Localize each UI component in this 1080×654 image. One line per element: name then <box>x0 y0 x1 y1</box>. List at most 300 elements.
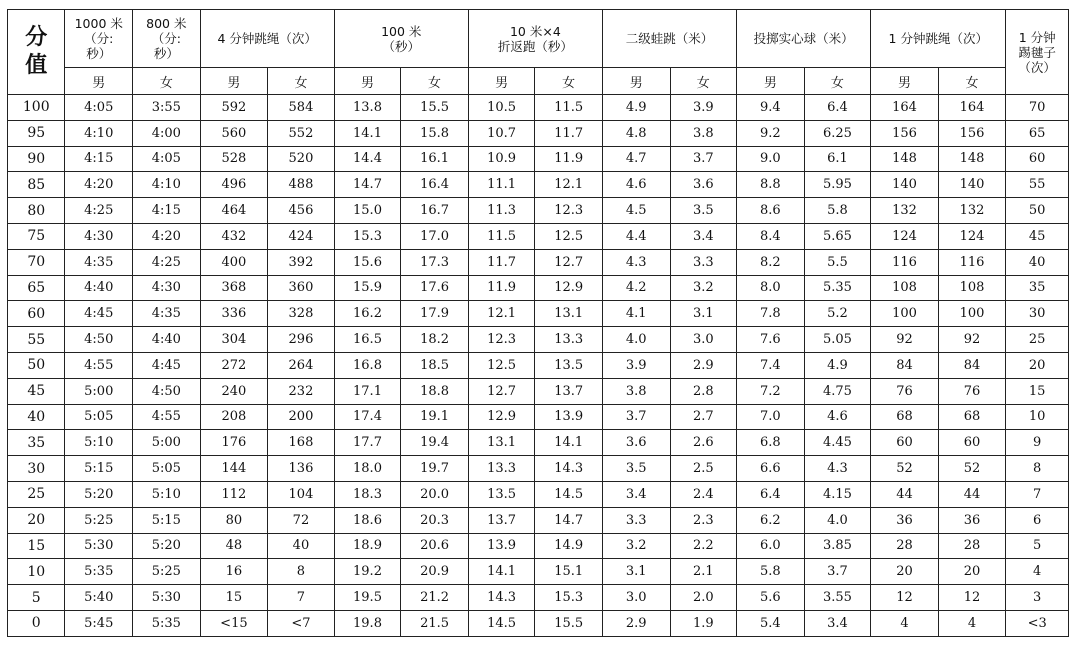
table-cell: 28 <box>938 533 1006 559</box>
table-cell: 488 <box>268 172 335 198</box>
gender-male: 男 <box>65 68 133 95</box>
table-cell: 36 <box>938 507 1006 533</box>
table-cell: 9.0 <box>737 146 805 172</box>
table-row <box>8 146 1069 172</box>
table-cell: 528 <box>200 146 268 172</box>
table-cell: 40 <box>268 533 335 559</box>
table-cell: 3.1 <box>670 301 737 327</box>
table-cell: 6.8 <box>737 430 805 456</box>
table-cell: 18.2 <box>401 327 469 353</box>
table-cell: 60 <box>871 430 939 456</box>
header-shuttle-run: 10 米×4 折返跑（秒） <box>468 10 602 68</box>
table-cell: 10.9 <box>468 146 535 172</box>
table-cell: 4:05 <box>65 95 133 121</box>
table-cell: 5.8 <box>737 559 805 585</box>
table-cell: 4:45 <box>65 301 133 327</box>
table-cell: 6.6 <box>737 456 805 482</box>
table-cell: 4.9 <box>804 352 871 378</box>
table-cell: 16.1 <box>401 146 469 172</box>
table-cell: 7 <box>1006 481 1069 507</box>
table-cell: 4.45 <box>804 430 871 456</box>
table-cell: 76 <box>871 378 939 404</box>
table-cell: 3.5 <box>602 456 670 482</box>
table-cell: 4.5 <box>602 198 670 224</box>
table-cell: 3.85 <box>804 533 871 559</box>
table-cell: 6.1 <box>804 146 871 172</box>
table-cell: 11.9 <box>468 275 535 301</box>
header-shuttlecock-kick: 1 分钟 踢毽子 （次） <box>1006 10 1069 95</box>
table-cell: 92 <box>871 327 939 353</box>
table-cell: 17.1 <box>334 378 401 404</box>
gender-male: 男 <box>737 68 805 95</box>
header-jump-rope-4min: 4 分钟跳绳（次） <box>200 10 334 68</box>
gender-male: 男 <box>334 68 401 95</box>
table-cell: 12.1 <box>535 172 603 198</box>
table-cell: 12.3 <box>468 327 535 353</box>
table-cell: 50 <box>1006 198 1069 224</box>
table-cell: 6.4 <box>737 481 805 507</box>
table-cell: 4:15 <box>65 146 133 172</box>
table-cell: 272 <box>200 352 268 378</box>
table-cell: 5:40 <box>65 585 133 611</box>
table-cell: 5:25 <box>65 507 133 533</box>
table-cell: 4:35 <box>65 249 133 275</box>
table-cell: 18.9 <box>334 533 401 559</box>
table-cell: 17.0 <box>401 223 469 249</box>
table-cell: 5 <box>1006 533 1069 559</box>
table-cell: 5.5 <box>804 249 871 275</box>
table-cell: 4.2 <box>602 275 670 301</box>
table-cell: 3.8 <box>602 378 670 404</box>
table-cell: 4:00 <box>133 120 201 146</box>
table-cell: 3.4 <box>670 223 737 249</box>
table-cell: 16.2 <box>334 301 401 327</box>
header-row-gender <box>8 68 1069 95</box>
table-cell: 65 <box>1006 120 1069 146</box>
table-cell: 4:50 <box>133 378 201 404</box>
table-cell: 14.7 <box>334 172 401 198</box>
table-cell: 392 <box>268 249 335 275</box>
gender-female: 女 <box>133 68 201 95</box>
table-cell: 5.8 <box>804 198 871 224</box>
table-cell: 208 <box>200 404 268 430</box>
table-cell: 7.2 <box>737 378 805 404</box>
table-cell: 13.9 <box>535 404 603 430</box>
table-cell: 11.9 <box>535 146 603 172</box>
table-cell: 2.7 <box>670 404 737 430</box>
table-cell: 148 <box>938 146 1006 172</box>
table-cell: 7.6 <box>737 327 805 353</box>
score-cell: 20 <box>8 507 65 533</box>
table-cell: 12.9 <box>535 275 603 301</box>
table-cell: 4.1 <box>602 301 670 327</box>
table-cell: 12.3 <box>535 198 603 224</box>
table-cell: 13.3 <box>535 327 603 353</box>
table-cell: 4:30 <box>65 223 133 249</box>
table-cell: 17.6 <box>401 275 469 301</box>
score-cell: 25 <box>8 481 65 507</box>
table-cell: 240 <box>200 378 268 404</box>
table-cell: 3.7 <box>602 404 670 430</box>
table-cell: 18.8 <box>401 378 469 404</box>
table-cell: 2.9 <box>602 610 670 636</box>
header-frog-jump: 二级蛙跳（米） <box>602 10 736 68</box>
table-cell: 13.8 <box>334 95 401 121</box>
table-row <box>8 430 1069 456</box>
table-cell: 124 <box>871 223 939 249</box>
table-cell: 3.9 <box>670 95 737 121</box>
table-cell: 52 <box>938 456 1006 482</box>
table-cell: 4:05 <box>133 146 201 172</box>
table-cell: 19.7 <box>401 456 469 482</box>
table-cell: 19.5 <box>334 585 401 611</box>
table-cell: 15.3 <box>535 585 603 611</box>
table-cell: 5:00 <box>65 378 133 404</box>
table-cell: 5:30 <box>133 585 201 611</box>
table-cell: 3.3 <box>670 249 737 275</box>
table-cell: 6.4 <box>804 95 871 121</box>
table-cell: 15.1 <box>535 559 603 585</box>
table-cell: 13.3 <box>468 456 535 482</box>
table-cell: 13.7 <box>468 507 535 533</box>
table-cell: 328 <box>268 301 335 327</box>
table-cell: 3.7 <box>670 146 737 172</box>
table-cell: 12 <box>871 585 939 611</box>
header-run-1000m: 1000 米 （分: 秒） <box>65 10 133 68</box>
table-cell: 10.7 <box>468 120 535 146</box>
table-cell: 18.3 <box>334 481 401 507</box>
table-row <box>8 378 1069 404</box>
table-cell: 5.6 <box>737 585 805 611</box>
table-cell: 14.5 <box>535 481 603 507</box>
table-cell: 5:15 <box>65 456 133 482</box>
table-cell: 9 <box>1006 430 1069 456</box>
table-cell: 6.2 <box>737 507 805 533</box>
score-table <box>7 9 1069 637</box>
table-cell: 17.7 <box>334 430 401 456</box>
table-cell: 44 <box>938 481 1006 507</box>
table-cell: 2.5 <box>670 456 737 482</box>
gender-female: 女 <box>535 68 603 95</box>
table-cell: 14.5 <box>468 610 535 636</box>
table-row <box>8 559 1069 585</box>
table-cell: 176 <box>200 430 268 456</box>
table-cell: 60 <box>938 430 1006 456</box>
table-cell: 1.9 <box>670 610 737 636</box>
table-cell: 304 <box>200 327 268 353</box>
table-cell: 5:20 <box>133 533 201 559</box>
table-cell: 44 <box>871 481 939 507</box>
table-cell: 48 <box>200 533 268 559</box>
gender-male: 男 <box>602 68 670 95</box>
table-cell: 5:20 <box>65 481 133 507</box>
table-cell: 16.7 <box>401 198 469 224</box>
table-cell: 3.9 <box>602 352 670 378</box>
table-cell: 10.5 <box>468 95 535 121</box>
table-row <box>8 120 1069 146</box>
table-cell: 7.8 <box>737 301 805 327</box>
table-cell: 156 <box>938 120 1006 146</box>
table-cell: 360 <box>268 275 335 301</box>
table-cell: 3.2 <box>670 275 737 301</box>
table-cell: 11.1 <box>468 172 535 198</box>
table-cell: 104 <box>268 481 335 507</box>
table-cell: 2.3 <box>670 507 737 533</box>
table-cell: 17.4 <box>334 404 401 430</box>
score-cell: 70 <box>8 249 65 275</box>
table-cell: 2.4 <box>670 481 737 507</box>
table-cell: 584 <box>268 95 335 121</box>
table-cell: 4:15 <box>133 198 201 224</box>
table-cell: 12.1 <box>468 301 535 327</box>
table-cell: 5:15 <box>133 507 201 533</box>
table-cell: 8.0 <box>737 275 805 301</box>
table-row <box>8 533 1069 559</box>
table-cell: 2.2 <box>670 533 737 559</box>
table-cell: 3.3 <box>602 507 670 533</box>
header-jump-rope-1min: 1 分钟跳绳（次） <box>871 10 1006 68</box>
table-cell: 168 <box>268 430 335 456</box>
table-cell: 36 <box>871 507 939 533</box>
table-row <box>8 223 1069 249</box>
table-cell: 4.15 <box>804 481 871 507</box>
table-cell: 8.8 <box>737 172 805 198</box>
table-cell: 45 <box>1006 223 1069 249</box>
table-cell: 16.4 <box>401 172 469 198</box>
header-ball-throw: 投掷实心球（米） <box>737 10 871 68</box>
table-cell: 5:35 <box>65 559 133 585</box>
score-cell: 15 <box>8 533 65 559</box>
table-cell: 5.65 <box>804 223 871 249</box>
header-run-800m: 800 米 （分: 秒） <box>133 10 201 68</box>
score-cell: 30 <box>8 456 65 482</box>
table-cell: 35 <box>1006 275 1069 301</box>
table-cell: 14.9 <box>535 533 603 559</box>
table-cell: 15.3 <box>334 223 401 249</box>
table-cell: 20.0 <box>401 481 469 507</box>
table-cell: 200 <box>268 404 335 430</box>
table-cell: 4:50 <box>65 327 133 353</box>
table-cell: 5:05 <box>65 404 133 430</box>
table-cell: 13.1 <box>468 430 535 456</box>
table-cell: 3.2 <box>602 533 670 559</box>
table-row <box>8 301 1069 327</box>
table-cell: 17.3 <box>401 249 469 275</box>
table-cell: 116 <box>871 249 939 275</box>
table-row <box>8 352 1069 378</box>
table-cell: 30 <box>1006 301 1069 327</box>
table-row <box>8 456 1069 482</box>
table-cell: 5:25 <box>133 559 201 585</box>
table-cell: 14.3 <box>535 456 603 482</box>
table-cell: 20 <box>871 559 939 585</box>
table-cell: 3.4 <box>804 610 871 636</box>
table-cell: 5.95 <box>804 172 871 198</box>
table-cell: 5:30 <box>65 533 133 559</box>
table-cell: 4:40 <box>133 327 201 353</box>
table-cell: 3.55 <box>804 585 871 611</box>
table-cell: 3:55 <box>133 95 201 121</box>
table-cell: 4:20 <box>65 172 133 198</box>
table-cell: 13.5 <box>468 481 535 507</box>
score-cell: 55 <box>8 327 65 353</box>
table-cell: 4:55 <box>65 352 133 378</box>
table-cell: 14.4 <box>334 146 401 172</box>
table-cell: 6.0 <box>737 533 805 559</box>
table-cell: 21.2 <box>401 585 469 611</box>
table-cell: 13.7 <box>535 378 603 404</box>
table-cell: 4:10 <box>65 120 133 146</box>
table-cell: 4:20 <box>133 223 201 249</box>
score-cell: 0 <box>8 610 65 636</box>
table-cell: 2.9 <box>670 352 737 378</box>
table-cell: 14.1 <box>334 120 401 146</box>
table-cell: 12.9 <box>468 404 535 430</box>
score-cell: 35 <box>8 430 65 456</box>
table-cell: 4:35 <box>133 301 201 327</box>
table-cell: 5:35 <box>133 610 201 636</box>
gender-female: 女 <box>804 68 871 95</box>
table-cell: 7.4 <box>737 352 805 378</box>
table-cell: <7 <box>268 610 335 636</box>
table-cell: 19.2 <box>334 559 401 585</box>
gender-female: 女 <box>670 68 737 95</box>
table-row <box>8 95 1069 121</box>
table-cell: 4.6 <box>804 404 871 430</box>
table-cell: 14.1 <box>535 430 603 456</box>
table-cell: 4:10 <box>133 172 201 198</box>
score-cell: 5 <box>8 585 65 611</box>
table-cell: 4.0 <box>602 327 670 353</box>
gender-male: 男 <box>871 68 939 95</box>
table-cell: 5:10 <box>133 481 201 507</box>
score-cell: 50 <box>8 352 65 378</box>
header-score: 分 值 <box>8 10 65 95</box>
table-cell: 4.8 <box>602 120 670 146</box>
table-cell: 144 <box>200 456 268 482</box>
table-cell: 4.0 <box>804 507 871 533</box>
table-cell: 20 <box>938 559 1006 585</box>
table-cell: 20.3 <box>401 507 469 533</box>
table-cell: 5.2 <box>804 301 871 327</box>
table-cell: 14.7 <box>535 507 603 533</box>
table-row <box>8 249 1069 275</box>
table-cell: 4 <box>938 610 1006 636</box>
table-row <box>8 275 1069 301</box>
table-row <box>8 404 1069 430</box>
table-cell: 8 <box>268 559 335 585</box>
table-cell: 4:25 <box>133 249 201 275</box>
table-cell: 3.7 <box>804 559 871 585</box>
score-table-body <box>8 95 1069 637</box>
score-cell: 75 <box>8 223 65 249</box>
table-cell: 4.3 <box>602 249 670 275</box>
table-cell: 21.5 <box>401 610 469 636</box>
table-row <box>8 172 1069 198</box>
table-cell: 4:45 <box>133 352 201 378</box>
table-cell: 19.8 <box>334 610 401 636</box>
table-cell: 11.7 <box>535 120 603 146</box>
table-cell: 11.5 <box>468 223 535 249</box>
table-cell: 15.0 <box>334 198 401 224</box>
table-cell: 20 <box>1006 352 1069 378</box>
table-cell: 432 <box>200 223 268 249</box>
table-cell: 20.6 <box>401 533 469 559</box>
table-cell: 4.4 <box>602 223 670 249</box>
table-cell: 92 <box>938 327 1006 353</box>
table-cell: 3.4 <box>602 481 670 507</box>
table-cell: 4:55 <box>133 404 201 430</box>
table-cell: 4 <box>871 610 939 636</box>
table-cell: 4:25 <box>65 198 133 224</box>
table-cell: 2.1 <box>670 559 737 585</box>
table-cell: 16 <box>200 559 268 585</box>
table-row <box>8 610 1069 636</box>
table-cell: 100 <box>938 301 1006 327</box>
gender-female: 女 <box>401 68 469 95</box>
table-cell: 5:00 <box>133 430 201 456</box>
score-cell: 95 <box>8 120 65 146</box>
table-cell: 28 <box>871 533 939 559</box>
table-cell: 84 <box>871 352 939 378</box>
table-cell: 140 <box>938 172 1006 198</box>
table-cell: 11.3 <box>468 198 535 224</box>
table-cell: 6.25 <box>804 120 871 146</box>
table-cell: 11.7 <box>468 249 535 275</box>
table-cell: 164 <box>871 95 939 121</box>
table-cell: 4.75 <box>804 378 871 404</box>
score-cell: 65 <box>8 275 65 301</box>
table-cell: 368 <box>200 275 268 301</box>
table-cell: 296 <box>268 327 335 353</box>
table-cell: 12.5 <box>468 352 535 378</box>
score-table-container <box>7 9 1069 637</box>
table-cell: 3.0 <box>602 585 670 611</box>
table-row <box>8 327 1069 353</box>
header-sprint-100m: 100 米 （秒） <box>334 10 468 68</box>
score-cell: 100 <box>8 95 65 121</box>
table-cell: 464 <box>200 198 268 224</box>
score-cell: 90 <box>8 146 65 172</box>
table-cell: 15.9 <box>334 275 401 301</box>
table-cell: 68 <box>938 404 1006 430</box>
table-cell: 2.6 <box>670 430 737 456</box>
table-cell: 16.5 <box>334 327 401 353</box>
table-cell: 68 <box>871 404 939 430</box>
gender-male: 男 <box>200 68 268 95</box>
table-cell: 4.7 <box>602 146 670 172</box>
table-cell: 60 <box>1006 146 1069 172</box>
table-cell: 52 <box>871 456 939 482</box>
table-cell: 3 <box>1006 585 1069 611</box>
table-cell: 70 <box>1006 95 1069 121</box>
table-cell: 116 <box>938 249 1006 275</box>
table-cell: 6 <box>1006 507 1069 533</box>
table-cell: <15 <box>200 610 268 636</box>
table-cell: 17.9 <box>401 301 469 327</box>
table-cell: 18.5 <box>401 352 469 378</box>
table-cell: 3.6 <box>670 172 737 198</box>
table-cell: 18.6 <box>334 507 401 533</box>
table-cell: 5:05 <box>133 456 201 482</box>
table-cell: 592 <box>200 95 268 121</box>
gender-male: 男 <box>468 68 535 95</box>
table-cell: 124 <box>938 223 1006 249</box>
table-cell: <3 <box>1006 610 1069 636</box>
table-cell: 140 <box>871 172 939 198</box>
table-cell: 13.1 <box>535 301 603 327</box>
table-cell: 4.9 <box>602 95 670 121</box>
